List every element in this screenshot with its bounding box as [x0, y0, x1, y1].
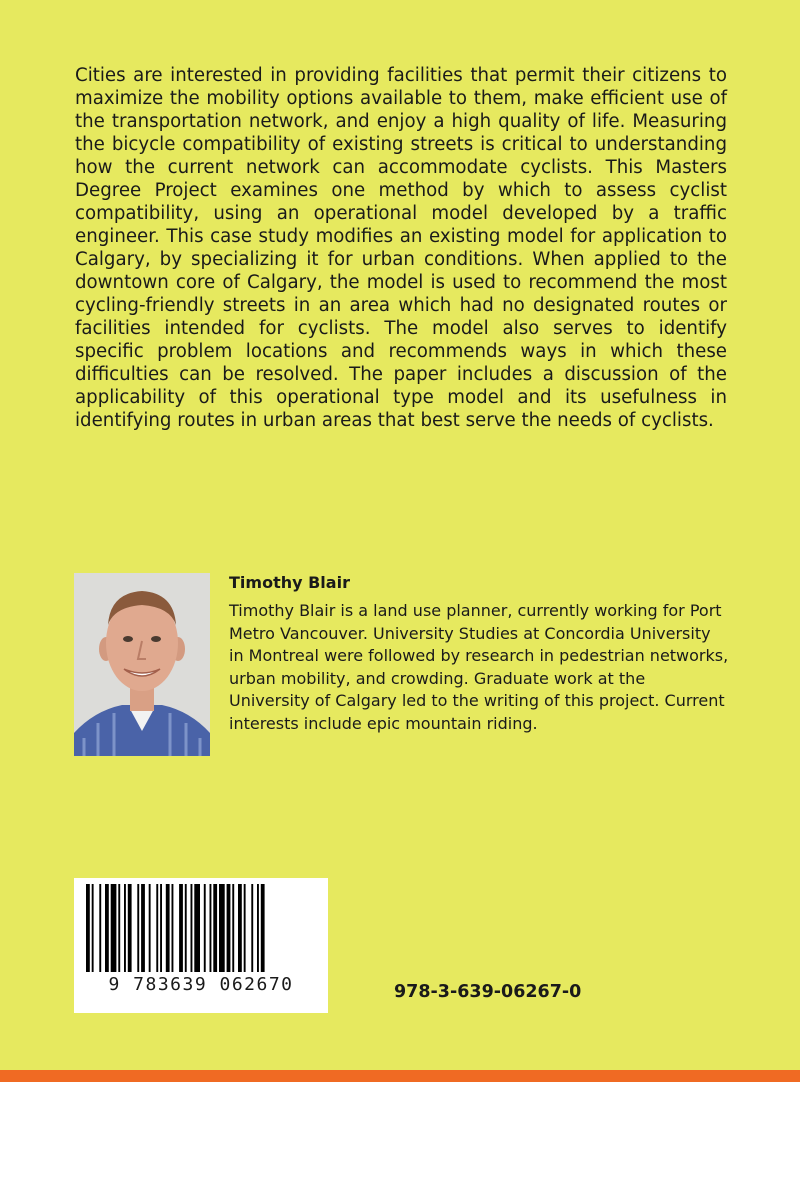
bottom-color-band [0, 1070, 800, 1082]
isbn-barcode [74, 878, 328, 1013]
author-bio: Timothy Blair is a land use planner, currently working for Port Metro Vancouver. University Studies at Concordia University in Montreal were followed by research in pedestrian networks, urban mobility, and crowding. Graduate work at the University of Calgary led to the writing of this project. Current interests include epic mountain riding. [229, 601, 729, 733]
book-blurb: Cities are interested in providing facilities that permit their citizens to maximize the mobility options available to them, make efficient use of the transportation network, and enjoy a high quality of life. Measuring the bicycle compatibility of existing streets is critical to understanding how the current network can accommodate cyclists. This Masters Degree Project examines one method by which to assess cyclist compatibility, using an operational model developed by a traffic engineer. This case study modifies an existing model for application to Calgary, by specializing it for urban conditions. When applied to the downtown core of Calgary, the model is used to recommend the most cycling-friendly streets in an area which had no designated routes or facilities intended for cyclists. The model also serves to identify specific problem locations and recommends ways in which these difficulties can be resolved. The paper includes a discussion of the applicability of this operational type model and its usefulness in identifying routes in urban areas that best serve the needs of cyclists. [75, 65, 727, 431]
isbn-number: 978-3-639-06267-0 [394, 982, 582, 1002]
author-photo [74, 573, 210, 756]
author-name: Timothy Blair [229, 573, 350, 592]
author-portrait-image [74, 573, 210, 756]
barcode-bars-icon [74, 878, 328, 974]
barcode-digits: 9 783639 062670 [108, 974, 294, 995]
